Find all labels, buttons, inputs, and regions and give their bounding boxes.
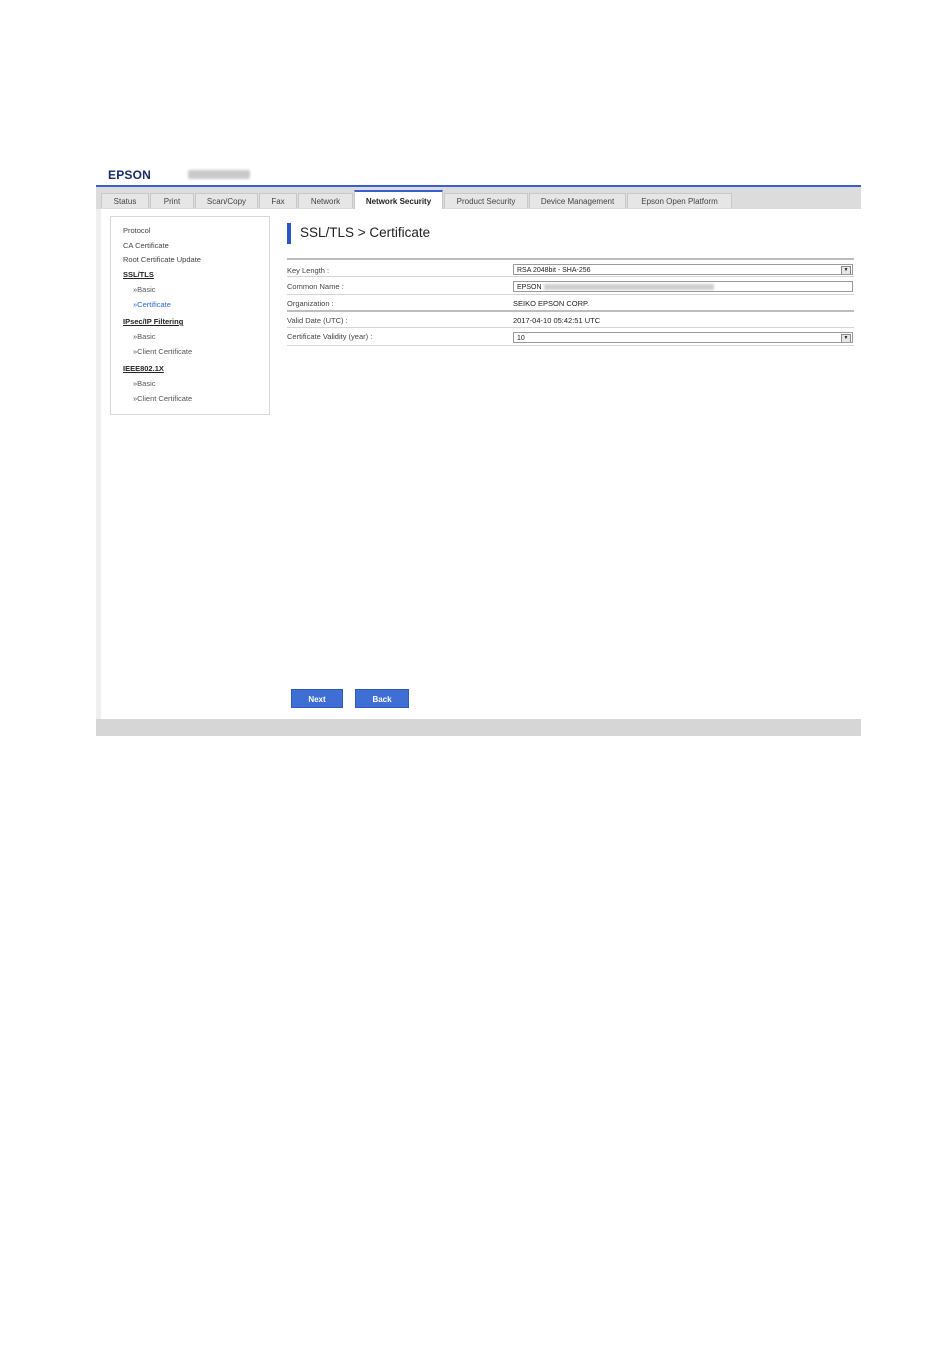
- sidebar-item-root-certificate-update[interactable]: Root Certificate Update: [123, 255, 201, 264]
- main-tabs: [96, 187, 861, 209]
- browser-screen: [96, 163, 861, 736]
- common-name-blurred: [544, 284, 714, 290]
- sidebar-heading-ssl-tls[interactable]: SSL/TLS: [123, 270, 154, 279]
- chevron-down-icon[interactable]: ▼: [841, 266, 851, 275]
- organization-label: Organization :: [287, 299, 334, 308]
- sidebar-item-protocol[interactable]: Protocol: [123, 226, 151, 235]
- tab-product-security[interactable]: Product Security: [444, 193, 528, 208]
- tab-print[interactable]: Print: [150, 193, 194, 208]
- tab-status[interactable]: Status: [101, 193, 149, 208]
- row-key-length: [287, 258, 854, 277]
- row-certificate-validity: [287, 327, 854, 346]
- epson-logo: EPSON: [108, 168, 152, 182]
- model-name-blurred: [188, 170, 250, 179]
- chevron-down-icon[interactable]: ▼: [841, 334, 851, 343]
- sidebar-heading-ieee8021x[interactable]: IEEE802.1X: [123, 364, 164, 373]
- tab-epson-open-platform[interactable]: Epson Open Platform: [627, 193, 732, 208]
- row-organization: [287, 294, 854, 311]
- common-name-input[interactable]: [513, 281, 853, 292]
- validity-label: Certificate Validity (year) :: [287, 332, 373, 341]
- tab-fax[interactable]: Fax: [259, 193, 297, 208]
- tab-network[interactable]: Network: [298, 193, 353, 208]
- sidebar-item-ipsec-basic[interactable]: »Basic: [133, 332, 156, 341]
- tab-scan-copy[interactable]: Scan/Copy: [195, 193, 258, 208]
- row-common-name: [287, 276, 854, 294]
- tab-network-security[interactable]: Network Security: [354, 190, 443, 209]
- valid-date-label: Valid Date (UTC) :: [287, 316, 348, 325]
- sidebar-item-ipsec-client-certificate[interactable]: »Client Certificate: [133, 347, 193, 356]
- bottom-bar: [96, 719, 861, 736]
- key-length-select[interactable]: [513, 264, 853, 275]
- next-button[interactable]: Next: [291, 689, 343, 708]
- sidebar-item-ieee-client-certificate[interactable]: »Client Certificate: [133, 394, 193, 403]
- valid-date-value: 2017-04-10 05:42:51 UTC: [513, 316, 601, 325]
- tab-device-management[interactable]: Device Management: [529, 193, 626, 208]
- sidebar-heading-ipsec[interactable]: IPsec/IP Filtering: [123, 317, 184, 326]
- key-length-label: Key Length :: [287, 266, 330, 275]
- top-bar: [96, 163, 861, 187]
- title-accent-bar: [287, 223, 291, 244]
- sidebar: [110, 216, 270, 415]
- validity-value: 10: [517, 335, 525, 342]
- sidebar-item-ieee-basic[interactable]: »Basic: [133, 379, 156, 388]
- key-length-value: RSA 2048bit - SHA-256: [517, 267, 591, 274]
- validity-select[interactable]: [513, 332, 853, 343]
- sidebar-item-ssl-certificate[interactable]: »Certificate: [133, 300, 171, 309]
- common-name-label: Common Name :: [287, 282, 344, 291]
- back-button[interactable]: Back: [355, 689, 409, 708]
- page-title: SSL/TLS > Certificate: [300, 225, 431, 240]
- sidebar-item-ca-certificate[interactable]: CA Certificate: [123, 241, 169, 250]
- common-name-value: EPSON: [517, 284, 542, 291]
- organization-value: SEIKO EPSON CORP.: [513, 299, 590, 308]
- sidebar-item-ssl-basic[interactable]: »Basic: [133, 285, 156, 294]
- row-valid-date: [287, 310, 854, 328]
